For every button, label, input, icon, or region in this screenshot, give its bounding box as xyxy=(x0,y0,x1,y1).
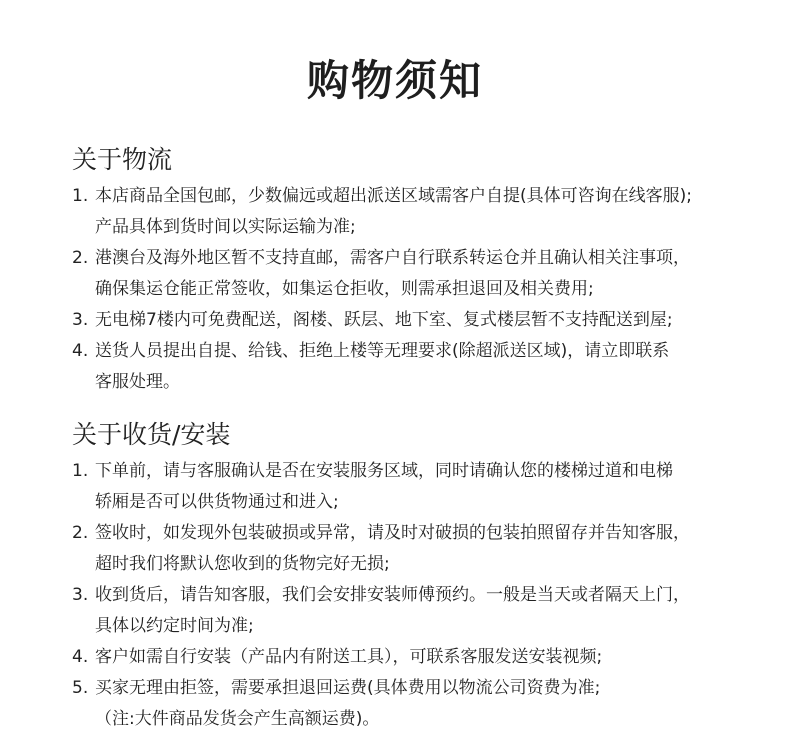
list-item-line xyxy=(72,243,692,274)
list-item-line xyxy=(72,642,690,673)
list-item-line xyxy=(72,274,692,305)
list-item-number: 1. xyxy=(72,186,89,206)
list-item-text: 客户如需自行安装（产品内有附送工具），可联系客服发送安装视频; xyxy=(95,647,603,667)
list-item xyxy=(72,673,690,735)
list-item-text: 收到货后，请告知客服，我们会安排安装师傅预约。一般是当天或者隔天上门， xyxy=(95,585,690,605)
list-item-text: 本店商品全国包邮，少数偏远或超出派送区域需客户自提(具体可咨询在线客服); xyxy=(95,186,692,206)
list-item-line xyxy=(72,611,690,642)
list-item-number: 5. xyxy=(72,678,89,698)
list-item-number: 3. xyxy=(72,585,89,605)
section-heading-delivery-installation: 关于收货/安装 xyxy=(72,420,231,449)
list-item-text: 买家无理由拒签，需要承担退回运费(具体费用以物流公司资费为准; xyxy=(95,678,601,698)
list-item xyxy=(72,336,692,398)
list-item-text: 轿厢是否可以供货物通过和进入; xyxy=(95,492,339,512)
list-item-number: 2. xyxy=(72,248,89,268)
list-item-text: 无电梯7楼内可免费配送，阁楼、跃层、地下室、复式楼层暂不支持配送到屋; xyxy=(95,310,673,330)
page-title: 购物须知 xyxy=(306,56,483,105)
list-item-text: （注:大件商品发货会产生高额运费)。 xyxy=(95,709,380,729)
list-item-line xyxy=(72,704,690,735)
section-heading-logistics: 关于物流 xyxy=(72,145,173,174)
list-item-line xyxy=(72,212,692,243)
list-item-line xyxy=(72,181,692,212)
list-item xyxy=(72,305,692,336)
list-item-number: 4. xyxy=(72,341,89,361)
list-item xyxy=(72,456,690,518)
list-item xyxy=(72,580,690,642)
list-item-text: 产品具体到货时间以实际运输为准; xyxy=(95,217,356,237)
list-item-text: 客服处理。 xyxy=(95,372,180,392)
list-item-number: 4. xyxy=(72,647,89,667)
list-item xyxy=(72,642,690,673)
list-item-line xyxy=(72,336,692,367)
list-item-line xyxy=(72,518,690,549)
list-item-line xyxy=(72,367,692,398)
list-item-line xyxy=(72,580,690,611)
list-item-text: 港澳台及海外地区暂不支持直邮，需客户自行联系转运仓并且确认相关注事项， xyxy=(95,248,690,268)
list-item-text: 超时我们将默认您收到的货物完好无损; xyxy=(95,554,390,574)
list-item-number: 3. xyxy=(72,310,89,330)
list-item-text: 具体以约定时间为准; xyxy=(95,616,254,636)
list-item-line xyxy=(72,487,690,518)
list-item-line xyxy=(72,673,690,704)
list-item xyxy=(72,518,690,580)
list-item xyxy=(72,181,692,243)
list-item-text: 签收时，如发现外包装破损或异常，请及时对破损的包装拍照留存并告知客服， xyxy=(95,523,690,543)
logistics-list xyxy=(72,181,692,398)
list-item xyxy=(72,243,692,305)
list-item-number: 1. xyxy=(72,461,89,481)
list-item-number: 2. xyxy=(72,523,89,543)
list-item-line xyxy=(72,305,692,336)
list-item-text: 确保集运仓能正常签收，如集运仓拒收，则需承担退回及相关费用; xyxy=(95,279,594,299)
list-item-text: 送货人员提出自提、给钱、拒绝上楼等无理要求(除超派送区域)，请立即联系 xyxy=(95,341,670,361)
list-item-line xyxy=(72,549,690,580)
list-item-line xyxy=(72,456,690,487)
list-item-text: 下单前，请与客服确认是否在安装服务区域，同时请确认您的楼梯过道和电梯 xyxy=(95,461,673,481)
delivery-installation-list xyxy=(72,456,690,735)
